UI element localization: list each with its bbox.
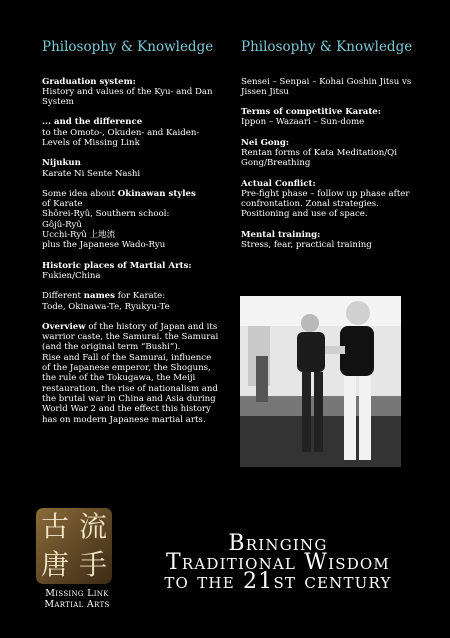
- block-title: Actual Conflict:: [241, 178, 316, 189]
- block-text: of Karate: [42, 199, 83, 210]
- block-title: Historic places of Martial Arts:: [42, 260, 192, 271]
- left-column: [42, 40, 222, 435]
- block-title: Okinawan styles: [117, 188, 196, 199]
- slogan-line: Traditional Wisdom: [166, 550, 390, 575]
- block-text: Sensei – Senpai – Kohai Goshin Jitsu vs Jissen Jitsu: [241, 76, 412, 97]
- text-block: [42, 261, 222, 282]
- logo-caption: [32, 588, 122, 610]
- block-text: to the Omoto-, Okuden- and Kaiden-Levels of Missing Link: [42, 127, 200, 148]
- text-block: [42, 117, 222, 148]
- text-block: [241, 77, 416, 98]
- right-heading: Philosophy & Knowledge: [241, 39, 413, 55]
- logo-glyph: 唐: [40, 548, 69, 581]
- text-block: [42, 77, 222, 108]
- block-title: Overview: [42, 321, 86, 332]
- slogan-line: to the 21st century: [164, 569, 392, 594]
- block-post: of the history of Japan and its warrior caste, the Samurai. the Samurai (and the original term “Bushi”).: [42, 321, 219, 353]
- block-title: ... and the difference: [42, 117, 143, 128]
- block-text: Pre-fight phase – follow up phase after confrontation. Zonal strategies. Positioning and use of space.: [241, 188, 410, 220]
- block-pre: Some idea about: [42, 188, 118, 199]
- block-text: History and values of the Kyu- and Dan System: [42, 86, 213, 108]
- block-line: Shôrei-Ryû, Southern school:: [42, 209, 170, 220]
- block-text: Ippon – Wazaari – Sun-dome: [241, 117, 365, 128]
- block-title: Graduation system:: [42, 76, 136, 87]
- block-text: Rise and Fall of the Samurai, influence of the Japanese emperor, the Shoguns, the rule of the Tokugawa, the Meiji restauration, the rise of nationalism and the brutal war in China and Asia during World War 2 and the effect this history has on modern Japanese martial arts.: [42, 352, 218, 425]
- block-title: Mental training:: [241, 229, 321, 240]
- logo-glyph: 古: [40, 510, 69, 543]
- block-line: Ucchi-Ryû 上地流: [42, 230, 116, 241]
- text-block: [241, 138, 416, 169]
- logo-glyph: 流: [78, 510, 107, 543]
- block-title: names: [83, 291, 115, 302]
- training-photo: [240, 296, 401, 467]
- text-block: [42, 158, 222, 179]
- block-title: Terms of competitive Karate:: [241, 107, 381, 118]
- training-photo-illustration: [240, 296, 401, 467]
- text-block: [241, 179, 416, 220]
- block-text: Stress, fear, practical training: [241, 240, 372, 251]
- block-line: plus the Japanese Wado-Ryu: [42, 240, 166, 251]
- logo-glyph: 手: [78, 548, 107, 581]
- slogan-line: Bringing: [228, 531, 328, 556]
- block-post: for Karate:: [114, 291, 166, 302]
- slogan: [128, 531, 428, 594]
- block-pre: Different: [42, 291, 84, 302]
- block-title: Nijukun: [42, 158, 81, 169]
- block-text: Fukien/China: [42, 270, 101, 281]
- text-block: [241, 230, 416, 251]
- logo-line: Martial Arts: [44, 599, 110, 610]
- text-block: [42, 189, 222, 251]
- block-text: Tode, Okinawa-Te, Ryukyu-Te: [42, 301, 170, 312]
- block-text: Rentan forms of Kata Meditation/Qi Gong/Breathing: [241, 147, 397, 169]
- left-heading: Philosophy & Knowledge: [42, 39, 214, 55]
- text-block: [241, 107, 416, 128]
- logo-line: Missing Link: [45, 588, 109, 599]
- block-line: Gôjû-Ryû: [42, 219, 82, 230]
- school-logo: [36, 508, 112, 584]
- text-block: [42, 322, 222, 425]
- text-block: [42, 291, 222, 312]
- block-text: Karate Ni Sente Nashi: [42, 168, 141, 179]
- right-column: [241, 40, 416, 260]
- block-title: Nei Gong:: [241, 137, 290, 148]
